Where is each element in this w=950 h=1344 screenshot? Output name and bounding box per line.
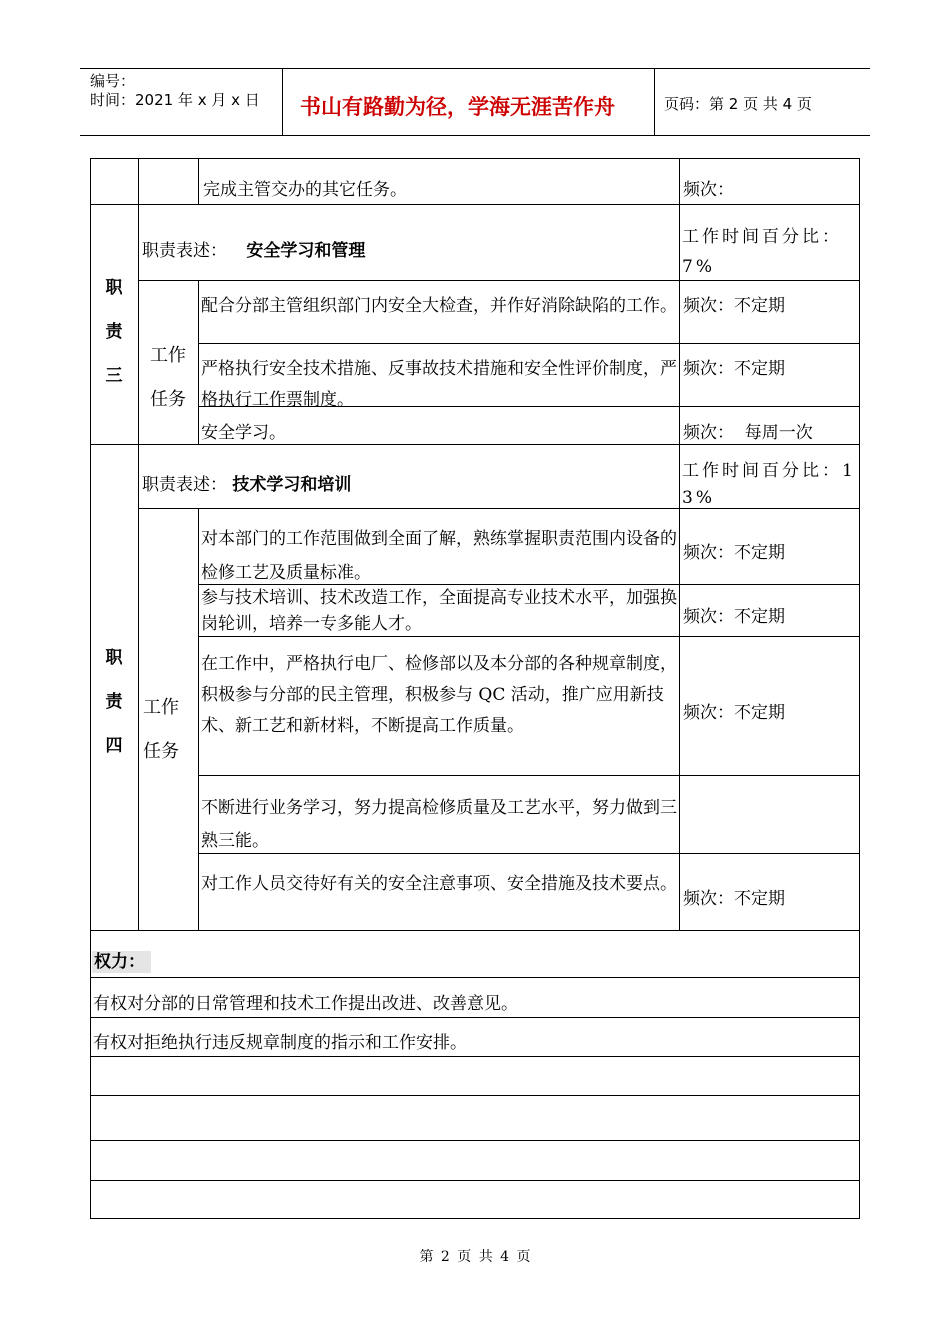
task-row-top: 完成主管交办的其它任务。	[203, 180, 407, 200]
task-frequency: 频次：	[683, 180, 734, 200]
work-time-percentage: 工作时间百分比：7%	[682, 227, 842, 277]
authority-title: 权力：	[92, 951, 151, 973]
task-frequency: 频次：不定期	[683, 703, 785, 723]
duty-description-value: 技术学习和培训	[232, 475, 352, 495]
page-footer: 第 2 页 共 4 页	[419, 1249, 531, 1265]
task-frequency: 频次：不定期	[683, 296, 785, 316]
task-row: 配合分部主管组织部门内安全大检查，并作好消除缺陷的工作。	[201, 296, 677, 316]
work-task-label: 工作 任务	[143, 697, 179, 762]
doc-number-label: 编号：	[90, 72, 136, 90]
task-row: 不断进行业务学习，努力提高检修质量及工艺水平，努力做到三熟三能。	[201, 798, 677, 851]
doc-date: 时间：2021 年 x 月 x 日	[90, 91, 260, 109]
task-row: 安全学习。	[201, 423, 286, 443]
duty-description-label: 职责表述：	[142, 241, 227, 261]
duty-description	[142, 235, 365, 267]
authority-item: 有权对分部的日常管理和技术工作提出改进、改善意见。	[93, 994, 518, 1014]
task-row: 严格执行安全技术措施、反事故技术措施和安全性评价制度，严格执行工作票制度。	[201, 359, 677, 410]
duty-description-value: 安全学习和管理	[246, 241, 366, 261]
task-row: 在工作中，严格执行电厂、检修部以及本分部的各种规章制度，积极参与分部的民主管理，积极参与 QC 活动，推广应用新技术、新工艺和新材料，不断提高工作质量。	[201, 654, 677, 736]
task-row: 参与技术培训、技术改造工作，全面提高专业技术水平，加强换岗轮训，培养一专多能人才。	[201, 588, 677, 634]
task-frequency: 频次：不定期	[683, 543, 785, 563]
duty-description	[142, 469, 351, 501]
header-motto: 书山有路勤为径，学海无涯苦作舟	[300, 95, 615, 119]
duty-description-label: 职责表述：	[142, 475, 227, 495]
task-frequency: 频次： 每周一次	[683, 423, 813, 443]
header-page-info: 页码：第 2 页 共 4 页	[664, 95, 812, 113]
task-row: 对工作人员交待好有关的安全注意事项、安全措施及技术要点。	[201, 874, 677, 894]
task-frequency: 频次：不定期	[683, 607, 785, 627]
work-time-percentage: 工作时间百分比：13%	[682, 461, 856, 508]
task-frequency: 频次：不定期	[683, 889, 785, 909]
task-frequency: 频次：不定期	[683, 359, 785, 379]
task-row: 对本部门的工作范围做到全面了解，熟练掌握职责范围内设备的检修工艺及质量标准。	[201, 529, 677, 583]
duty-4-label: 职 责 四	[105, 648, 123, 756]
duty-3-label: 职 责 三	[105, 278, 123, 386]
work-task-label: 工作 任务	[150, 345, 186, 410]
authority-item: 有权对拒绝执行违反规章制度的指示和工作安排。	[93, 1033, 467, 1053]
